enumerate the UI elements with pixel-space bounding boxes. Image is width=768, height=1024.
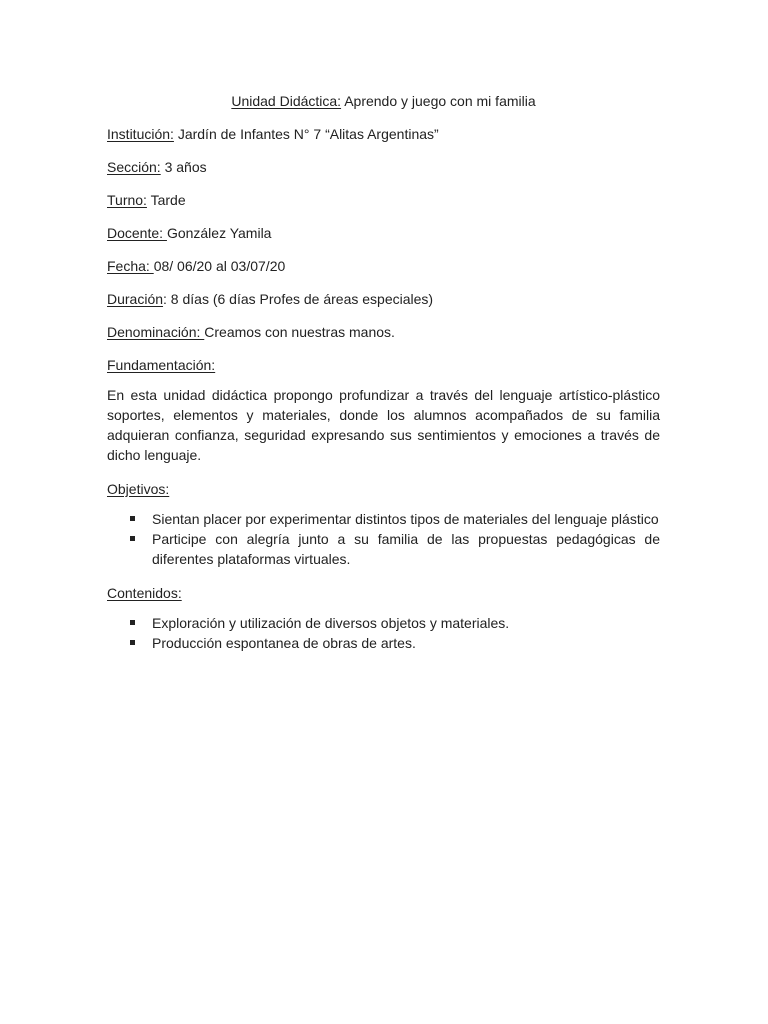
square-bullet-icon — [130, 516, 135, 521]
contenidos-heading — [107, 583, 660, 603]
fundamentacion-heading — [107, 355, 660, 375]
fundamentacion-heading-label: Fundamentación: — [107, 357, 216, 373]
list-item-text: Participe con alegría junto a su familia de las propuestas pedagógicas de diferentes plataformas virtuales. — [152, 531, 660, 567]
field-label: Docente: — [107, 225, 167, 241]
field-fecha — [107, 256, 660, 276]
field-denominacion — [107, 322, 660, 342]
field-label: Turno: — [107, 192, 147, 208]
document-title — [107, 91, 660, 111]
document-body — [107, 91, 660, 667]
field-value: 08/ 06/20 al 03/07/20 — [153, 258, 286, 274]
field-label: Fecha: — [107, 258, 154, 274]
field-label: Sección: — [107, 159, 161, 175]
field-value: Creamos con nuestras manos. — [204, 324, 395, 340]
field-value: : 8 días (6 días Profes de áreas especiales) — [163, 291, 434, 307]
field-duracion — [107, 289, 660, 309]
field-turno — [107, 190, 660, 210]
field-seccion — [107, 157, 660, 177]
list-item-text: Sientan placer por experimentar distintos tipos de materiales del lenguaje plástico — [152, 511, 659, 527]
field-label: Institución: — [107, 126, 174, 142]
field-docente — [107, 223, 660, 243]
list-item — [152, 529, 660, 569]
list-item-text: Producción espontanea de obras de artes. — [152, 635, 416, 651]
square-bullet-icon — [130, 640, 135, 645]
list-item — [152, 613, 660, 633]
field-value: Jardín de Infantes N° 7 “Alitas Argentinas” — [173, 126, 439, 142]
square-bullet-icon — [130, 536, 135, 541]
fundamentacion-text: En esta unidad didáctica propongo profundizar a través del lenguaje artístico-plástico soportes, elementos y materiales, donde los alumnos acompañados de su familia adquieran confianza, seguridad expresando sus sentimientos y emociones a través de dicho lenguaje. — [107, 387, 660, 463]
objetivos-heading-label: Objetivos: — [107, 481, 170, 497]
square-bullet-icon — [130, 620, 135, 625]
field-institucion — [107, 124, 660, 144]
objetivos-list — [107, 509, 660, 569]
list-item-text: Exploración y utilización de diversos objetos y materiales. — [152, 615, 510, 631]
list-item — [152, 509, 660, 529]
title-label: Unidad Didáctica: — [231, 93, 342, 109]
contenidos-heading-label: Contenidos: — [107, 585, 182, 601]
field-label: Duración — [107, 291, 164, 307]
field-label: Denominación: — [107, 324, 205, 340]
title-value: Aprendo y juego con mi familia — [341, 93, 536, 109]
list-item — [152, 633, 660, 653]
field-value: 3 años — [160, 159, 207, 175]
objetivos-heading — [107, 479, 660, 499]
contenidos-list — [107, 613, 660, 653]
field-value: Tarde — [146, 192, 186, 208]
field-value: González Yamila — [166, 225, 272, 241]
